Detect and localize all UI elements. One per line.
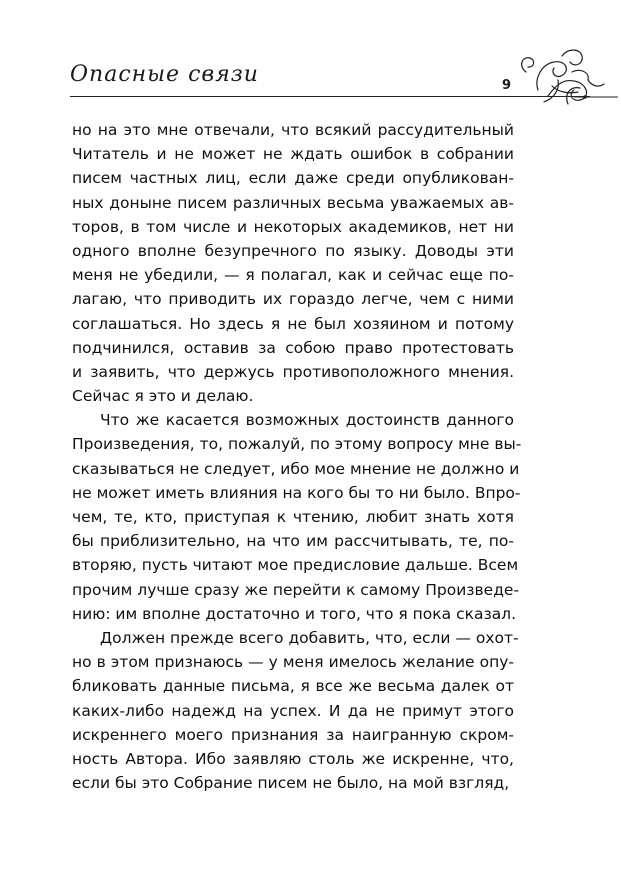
text-line: писем частных лиц, если даже среди опубликован- <box>72 169 514 188</box>
text-line: одного вполне безупречного по языку. Доводы эти <box>72 241 514 260</box>
text-line: лагаю, что приводить их гораздо легче, чем с ними <box>72 290 514 309</box>
text-line: Что же касается возможных достоинств данного <box>100 411 514 430</box>
page-header <box>0 0 621 110</box>
paragraph <box>72 118 514 408</box>
text-line: сказываться не следует, ибо мое мнение не должно и <box>72 459 520 478</box>
text-line: подчинился, оставив за собою право протестовать <box>72 338 514 357</box>
text-line: нию: им вполне достаточно и того, что я пока сказал. <box>72 604 517 623</box>
body-text <box>72 118 522 795</box>
text-line: но на это мне отвечали, что всякий рассудительный <box>72 121 514 139</box>
paragraph <box>72 408 522 626</box>
paragraph <box>72 626 519 795</box>
text-line: не может иметь влияния на кого бы то ни было. Впро- <box>72 483 521 502</box>
text-line: бликовать данные письма, я все же весьма далек от <box>72 677 514 696</box>
text-line: бы приблизительно, на что им рассчитывать, те, по- <box>72 532 514 551</box>
text-line: торов, в том числе и некоторых академиков, нет ни <box>72 217 514 236</box>
text-line: если бы это Собрание писем не было, на мой взгляд, <box>72 774 510 793</box>
text-line: но в этом признаюсь — у меня имелось желание опу- <box>72 653 514 672</box>
page-number: 9 <box>502 78 512 93</box>
text-line: каких-либо надежд на успех. И да не примут этого <box>72 701 514 720</box>
text-line: меня не убедили, — я полагал, как и сейчас еще по- <box>72 266 514 285</box>
text-line: вторяю, пусть читают мое предисловие дальше. Всем <box>72 556 519 575</box>
text-line: и заявить, что держусь противоположного мнения. <box>72 362 514 381</box>
flourish-ornament-icon <box>508 42 618 110</box>
text-line: Должен прежде всего добавить, что, если — охот- <box>100 628 519 647</box>
text-line: Читатель и не может не ждать ошибок в собрании <box>72 145 514 164</box>
text-line: соглашаться. Но здесь я не был хозяином и потому <box>72 314 514 333</box>
text-line: искреннего моего признания за наигранную скром- <box>72 725 514 744</box>
text-line: ность Автора. Ибо заявляю столь же искренне, что, <box>72 749 514 768</box>
text-line: Произведения, то, пожалуй, по этому вопросу мне вы- <box>72 435 522 454</box>
text-line: чем, те, кто, приступая к чтению, любит знать хотя <box>72 508 514 526</box>
text-line: Сейчас я это и делаю. <box>72 387 254 406</box>
text-line: ных доныне писем различных весьма уважаемых ав- <box>72 193 514 212</box>
text-line: прочим лучше сразу же перейти к самому Произведе- <box>72 580 520 599</box>
running-title: Опасные связи <box>70 62 259 87</box>
